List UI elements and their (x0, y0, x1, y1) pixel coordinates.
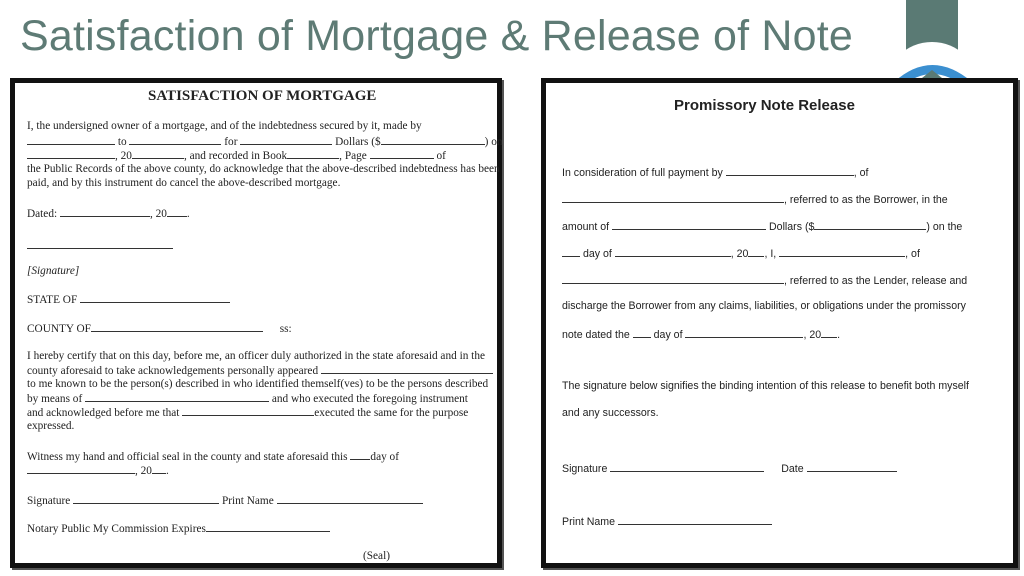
certify-line-1: I hereby certify that on this day, before me, an officer duly authorized in the state aforesaid and in the (27, 350, 485, 362)
release-line-4: day of , 20 , I, , of (562, 246, 920, 260)
witness-line-2: , 20 . (27, 463, 169, 479)
slide-title: Satisfaction of Mortgage & Release of Note (20, 12, 854, 60)
witness-line-1: Witness my hand and official seal in the county and state aforesaid this day of (27, 451, 399, 463)
release-line-7: note dated the day of , 20 . (562, 329, 841, 341)
certify-line-5: and acknowledged before me that executed the same for the purpose (27, 407, 469, 419)
signature-line (27, 248, 173, 249)
satisfaction-of-mortgage-document (10, 78, 502, 568)
certify-line-3: to me known to be the person(s) described in who identified themself(ves) to be the persons described (27, 378, 489, 390)
release-line-6: discharge the Borrower from any claims, liabilities, or obligations under the promissory (562, 300, 966, 312)
signature-print-line: Signature Print Name (27, 493, 423, 509)
intro-line-2: to for Dollars ($ ) on (27, 134, 503, 150)
dated-line: Dated: , 20 . (27, 208, 190, 220)
seal-label: (Seal) (363, 550, 390, 562)
release-line-3: amount of Dollars ($ ) on the (562, 221, 963, 233)
promissory-note-release-document (541, 78, 1018, 568)
state-line: STATE OF (27, 292, 230, 308)
release-line-1: In consideration of full payment by , of (562, 167, 869, 179)
print-name-line: Print Name (562, 514, 772, 528)
signature-date-line: Signature Date (562, 461, 897, 475)
intro-line-3: , 20 , and recorded in Book , Page of (27, 148, 446, 164)
county-line: COUNTY OF ss: (27, 323, 292, 335)
notary-line: Notary Public My Commission Expires (27, 521, 330, 537)
release-line-5: , referred to as the Lender, release and (562, 273, 967, 287)
certify-line-2: county aforesaid to take acknowledgements personally appeared (27, 363, 493, 379)
intro-line-5: paid, and by this instrument do cancel the above-described mortgage. (27, 177, 341, 189)
release-line-9: and any successors. (562, 407, 659, 419)
certify-line-4: by means of and who executed the foregoing instrument (27, 393, 468, 405)
document-title: Promissory Note Release (674, 97, 855, 114)
release-line-2: , referred to as the Borrower, in the (562, 192, 948, 206)
signature-label: [Signature] (27, 265, 80, 277)
intro-line-1: I, the undersigned owner of a mortgage, and of the indebtedness secured by it, made by (27, 120, 422, 132)
intro-line-4: the Public Records of the above county, do acknowledge that the above-described indebtedness has been (27, 163, 500, 175)
document-title: SATISFACTION OF MORTGAGE (148, 88, 377, 104)
release-line-8: The signature below signifies the binding intention of this release to benefit both myself (562, 380, 969, 392)
certify-line-6: expressed. (27, 420, 75, 432)
